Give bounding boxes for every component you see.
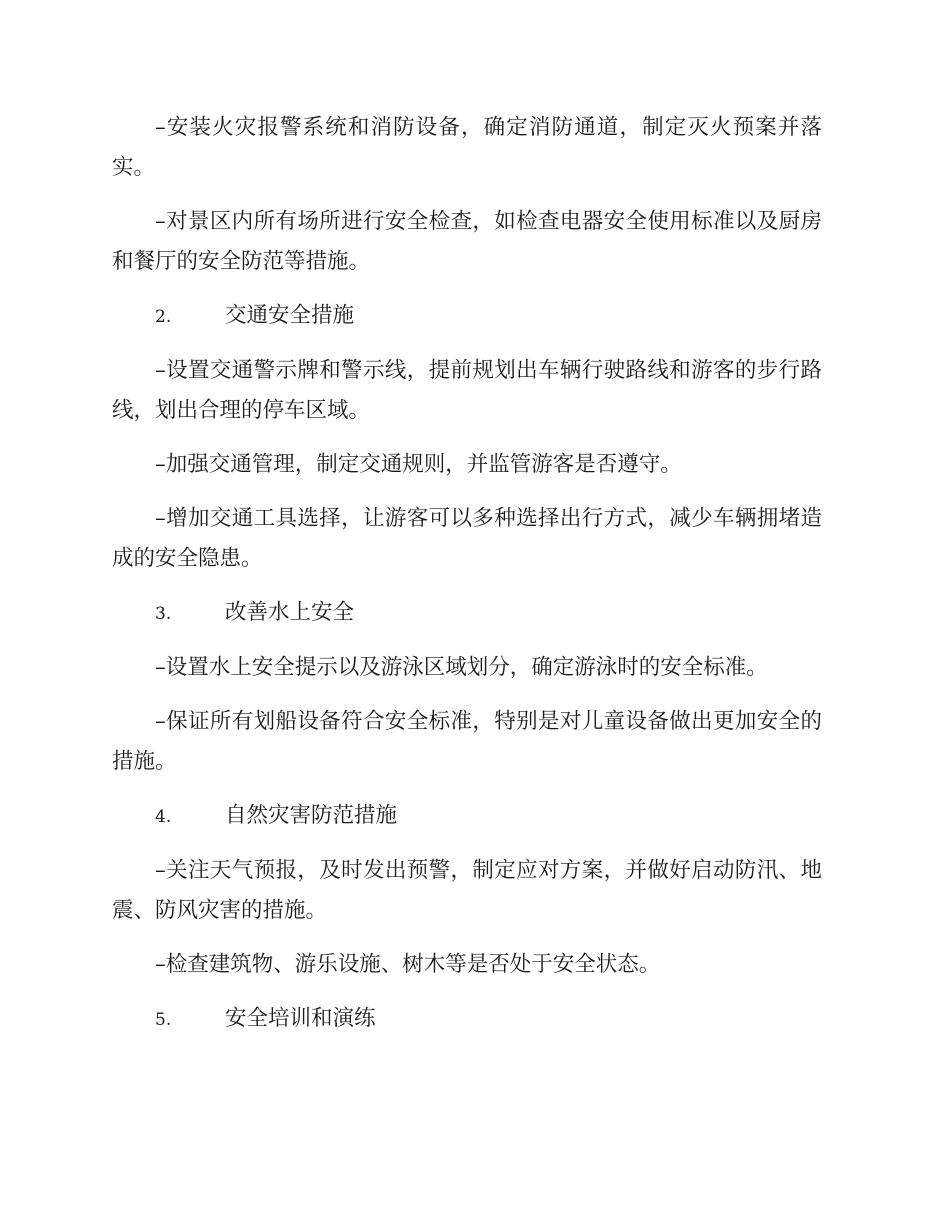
section-number: 2. (155, 307, 172, 327)
section-heading-traffic (112, 296, 822, 337)
section-number: 3. (155, 604, 172, 624)
document-page (112, 108, 822, 1054)
section-heading-disaster (112, 796, 822, 837)
section-title: 改善水上安全 (225, 600, 355, 625)
paragraph-weather-forecast: –关注天气预报，及时发出预警，制定应对方案，并做好启动防汛、地震、防风灾害的措施。 (112, 858, 822, 923)
section-title: 自然灾害防范措施 (225, 803, 398, 828)
paragraph-building-check: –检查建筑物、游乐设施、树木等是否处于安全状态。 (155, 952, 661, 977)
section-title: 安全培训和演练 (225, 1006, 376, 1031)
paragraph-fire-alarm: –安装火灾报警系统和消防设备，确定消防通道，制定灭火预案并落实。 (112, 115, 822, 180)
paragraph-water-signs: –设置水上安全提示以及游泳区域划分，确定游泳时的安全标准。 (155, 655, 768, 680)
paragraph-boating-equipment: –保证所有划船设备符合安全标准，特别是对儿童设备做出更加安全的措施。 (112, 709, 822, 774)
section-number: 5. (155, 1010, 172, 1030)
section-title: 交通安全措施 (225, 303, 355, 328)
paragraph-traffic-management: –加强交通管理，制定交通规则，并监管游客是否遵守。 (155, 452, 682, 477)
paragraph-safety-inspection: –对景区内所有场所进行安全检查，如检查电器安全使用标准以及厨房和餐厅的安全防范等措施。 (112, 209, 822, 274)
paragraph-transport-options: –增加交通工具选择，让游客可以多种选择出行方式，减少车辆拥堵造成的安全隐患。 (112, 506, 822, 571)
section-heading-water (112, 593, 822, 634)
paragraph-traffic-signs: –设置交通警示牌和警示线，提前规划出车辆行驶路线和游客的步行路线，划出合理的停车区域。 (112, 358, 822, 423)
section-heading-training (112, 999, 822, 1040)
section-number: 4. (155, 807, 172, 827)
